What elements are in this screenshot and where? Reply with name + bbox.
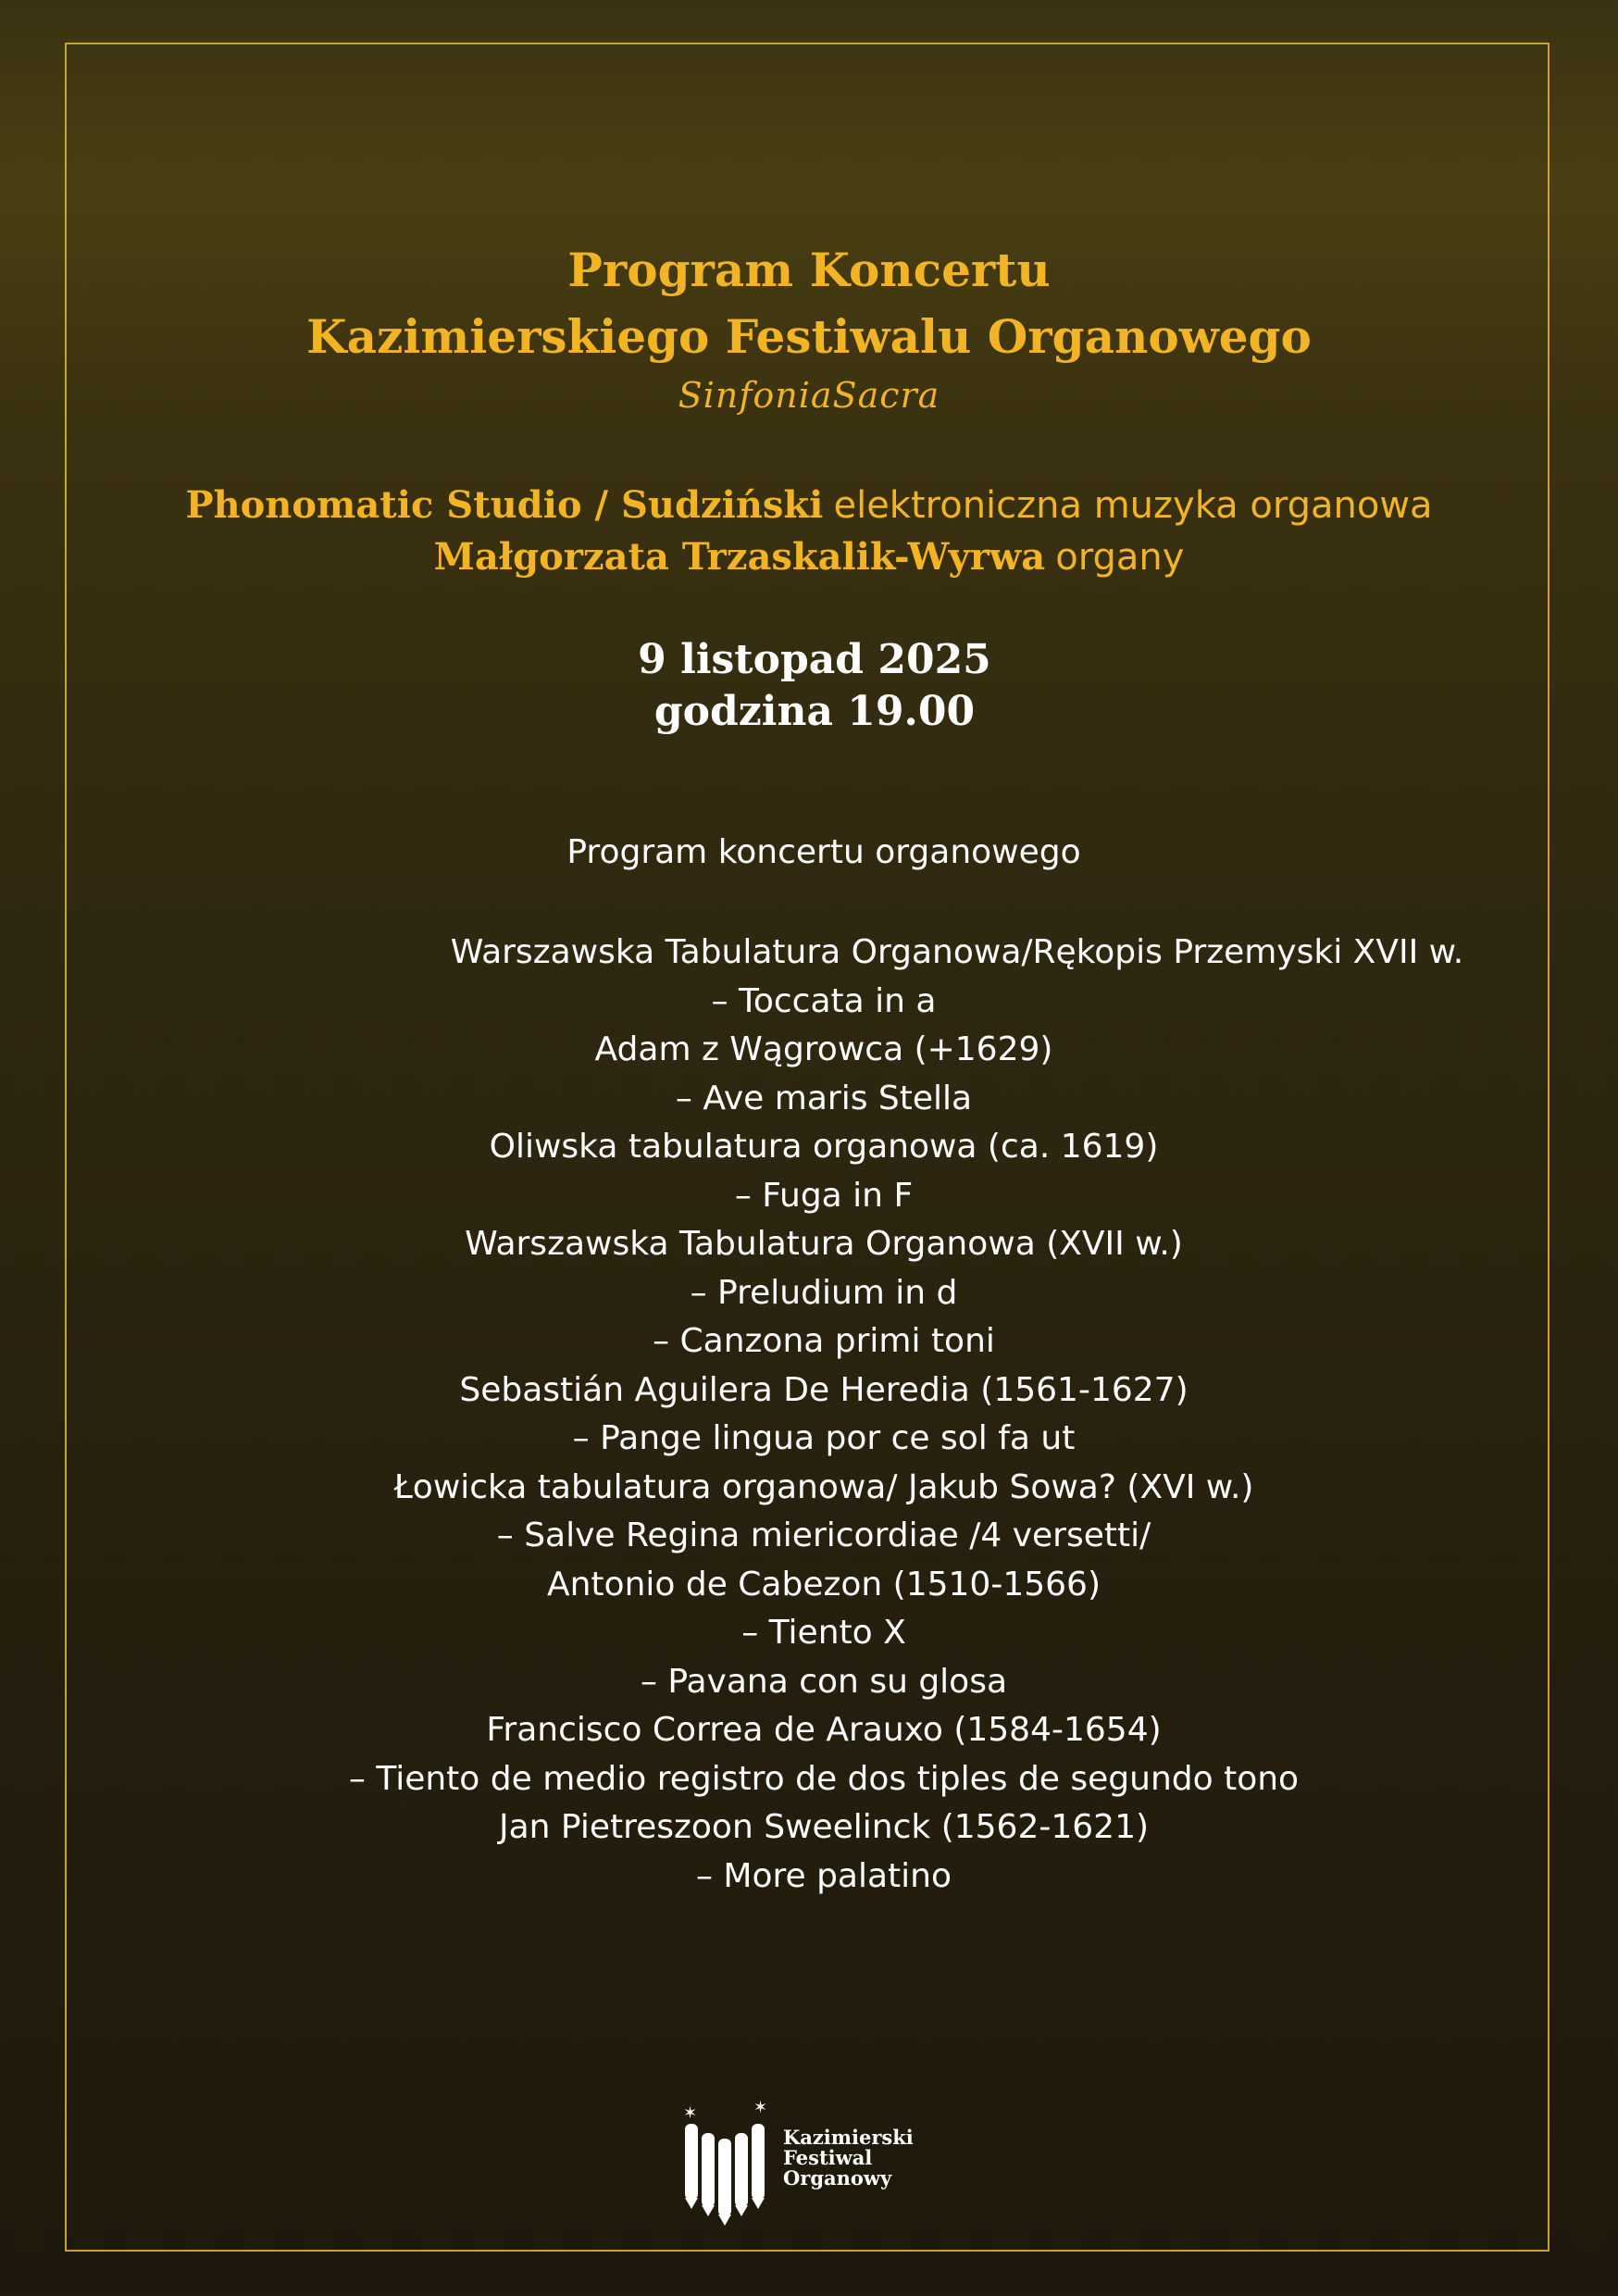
program-item: – Preludium in d: [690, 1273, 958, 1312]
svg-text:✶: ✶: [683, 2103, 698, 2123]
event-time: godzina 19.00: [653, 688, 976, 735]
program-item: – Pavana con su glosa: [640, 1662, 1008, 1701]
program-item: Sebastián Aguilera De Heredia (1561-1627): [459, 1370, 1189, 1409]
performer-role: elektroniczna muzyka organowa: [833, 484, 1433, 527]
program-item: – Salve Regina miericordiae /4 versetti/: [496, 1516, 1151, 1554]
program-item: Adam z Wągrowca (+1629): [594, 1030, 1053, 1068]
program-item: Jan Pietreszoon Sweelinck (1562-1621): [498, 1808, 1150, 1846]
performer-1: [0, 483, 1618, 527]
program-list: [0, 929, 1618, 1901]
program-item: Łowicka tabulatura organowa/ Jakub Sowa? (XVI w.): [393, 1467, 1254, 1506]
program-item: – Canzona primi toni: [653, 1322, 995, 1360]
program-heading: Program koncertu organowego: [566, 833, 1081, 871]
organ-pipes-icon: [681, 2100, 774, 2229]
program-item: – Ave maris Stella: [675, 1079, 973, 1117]
festival-title: Kazimierskiego Festiwalu Organowego: [306, 309, 1312, 364]
page-title: Program Koncertu: [567, 243, 1051, 297]
logo-wordmark: [783, 2128, 914, 2189]
program-item: Oliwska tabulatura organowa (ca. 1619): [489, 1128, 1159, 1166]
program-item: – More palatino: [695, 1856, 952, 1895]
logo-line: Kazimierski: [783, 2126, 914, 2149]
program-item: – Tiento X: [741, 1614, 906, 1652]
program-item: – Tiento de medio registro de dos tiples de segundo tono: [348, 1759, 1300, 1798]
program-item: Antonio de Cabezon (1510-1566): [546, 1565, 1101, 1603]
program-item: – Fuga in F: [734, 1176, 914, 1215]
program-item: – Pange lingua por ce sol fa ut: [572, 1419, 1076, 1457]
festival-logo: [681, 2100, 950, 2229]
series-name: SinfoniaSacra: [678, 375, 940, 416]
program-item: Francisco Correa de Arauxo (1584-1654): [486, 1711, 1162, 1749]
performer-role: organy: [1055, 536, 1185, 579]
svg-text:✶: ✶: [753, 2100, 768, 2117]
program-item: Warszawska Tabulatura Organowa/Rękopis Przemyski XVII w.: [450, 933, 1464, 971]
performer-name: Małgorzata Trzaskalik-Wyrwa: [433, 535, 1046, 579]
logo-line: Organowy: [783, 2166, 892, 2190]
program-item: – Toccata in a: [711, 981, 937, 1020]
program-item: Warszawska Tabulatura Organowa (XVII w.): [465, 1225, 1183, 1263]
performer-2: [0, 535, 1618, 579]
event-date: 9 listopad 2025: [638, 636, 991, 683]
performer-name: Phonomatic Studio / Sudziński: [185, 483, 824, 527]
logo-line: Festiwal: [783, 2146, 873, 2169]
